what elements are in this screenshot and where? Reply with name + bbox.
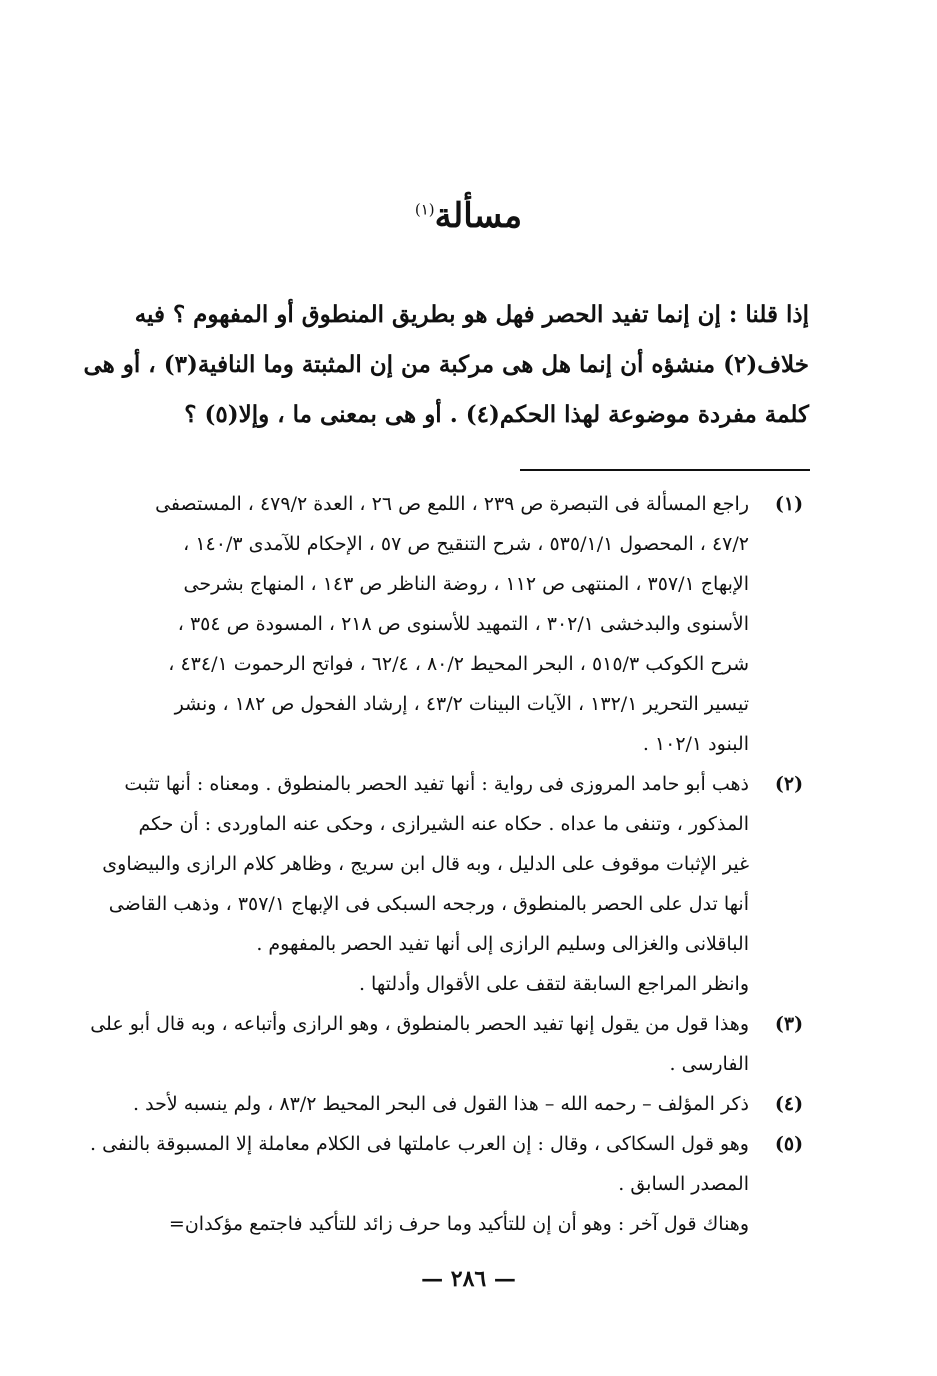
footnote-number: (٢) [774,773,804,795]
footnote-line: وهناك قول آخر : وهو أن إن للتأكيد وما حرف زائد للتأكيد فاجتمع مؤكدان= [168,1213,749,1235]
footnote-line: المذكور ، وتنفى ما عداه . حكاه عنه الشيرازى ، وحكى عنه الماوردى : أن حكم [138,813,749,835]
footnote-number: (٤) [774,1093,804,1115]
footnote-number: (٣) [774,1013,804,1035]
footnote-line: راجع المسألة فى التبصرة ص ٢٣٩ ، اللمع ص ٢٦ ، العدة ٤٧٩/٢ ، المستصفى [155,493,749,515]
section-title [0,196,937,236]
footnotes [90,484,809,1244]
paragraph-line: خلاف(٢) منشؤه أن إنما هل هى مركبة من إن المثبتة وما النافية(٣) ، أو هى [83,351,809,378]
footnote-separator [520,469,810,471]
footnote-4 [118,1084,809,1124]
footnote-line: وهو قول السكاكى ، وقال : إن العرب عاملتها فى الكلام معاملة إلا المسبوقة بالنفى . [90,1133,749,1155]
footnote-line: وهذا قول من يقول إنها تفيد الحصر بالمنطوق ، وهو الرازى وأتباعه ، وبه قال أبو على [90,1013,749,1035]
section-title-footnote-ref: (١) [414,200,435,219]
paragraph-line: كلمة مفردة موضوعة لهذا الحكم(٤) . أو هى بمعنى ما ، وإلا(٥) ؟ [184,401,809,428]
section-title-text: مسألة [434,196,523,236]
paragraph-line: إذا قلنا : إن إنما تفيد الحصر فهل هو بطريق المنطوق أو المفهوم ؟ فيه [134,301,809,328]
footnote-line: الأسنوى والبدخشى ٣٠٢/١ ، التمهيد للأسنوى ص ٢١٨ ، المسودة ص ٣٥٤ ، [177,613,749,635]
footnote-line: المصدر السابق . [618,1173,749,1195]
footnote-line: الفارسى . [669,1053,749,1075]
footnote-line: أنها تدل على الحصر بالمنطوق ، ورجحه السبكى فى الإبهاج ٣٥٧/١ ، وذهب القاضى [108,893,749,915]
footnote-line: شرح الكوكب ٥١٥/٣ ، البحر المحيط ٨٠/٢ ، ٦٢/٤ ، فواتح الرحموت ٤٣٤/١ ، [168,653,749,675]
footnote-2 [102,764,809,1004]
footnote-5 [90,1124,809,1244]
footnote-line: ٤٧/٢ ، المحصول ٥٣٥/١/١ ، شرح التنقيح ص ٥٧ ، الإحكام للآمدى ١٤٠/٣ ، [183,533,749,555]
footnote-number: (٥) [774,1133,804,1155]
footnote-1 [118,484,809,764]
footnote-line: الباقلانى والغزالى وسليم الرازى إلى أنها تفيد الحصر بالمفهوم . [256,933,749,955]
page-number: — ٢٨٦ — [421,1266,516,1292]
footnote-line: البنود ١٠٢/١ . [642,733,749,755]
main-paragraph [83,290,809,440]
footnote-line: تيسير التحرير ١٣٢/١ ، الآيات البينات ٤٣/٢ ، إرشاد الفحول ص ١٨٢ ، ونشر [174,693,749,715]
footnote-line: الإبهاج ٣٥٧/١ ، المنتهى ص ١١٢ ، روضة الناظر ص ١٤٣ ، المنهاج بشرحى [183,573,749,595]
footnote-line: ذهب أبو حامد المروزى فى رواية : أنها تفيد الحصر بالمنطوق . ومعناه : أنها تثبت [124,773,749,795]
footnote-line: غير الإثبات موقوف على الدليل ، وبه قال ابن سريج ، وظاهر كلام الرازى والبيضاوى [102,853,749,875]
footnote-line: ذكر المؤلف – رحمه الله – هذا القول فى البحر المحيط ٨٣/٢ ، ولم ينسبه لأحد . [133,1093,749,1115]
footnote-3 [90,1004,809,1084]
footnote-number: (١) [774,493,804,515]
footnote-line: وانظر المراجع السابقة لتقف على الأقوال وأدلتها . [358,973,749,995]
